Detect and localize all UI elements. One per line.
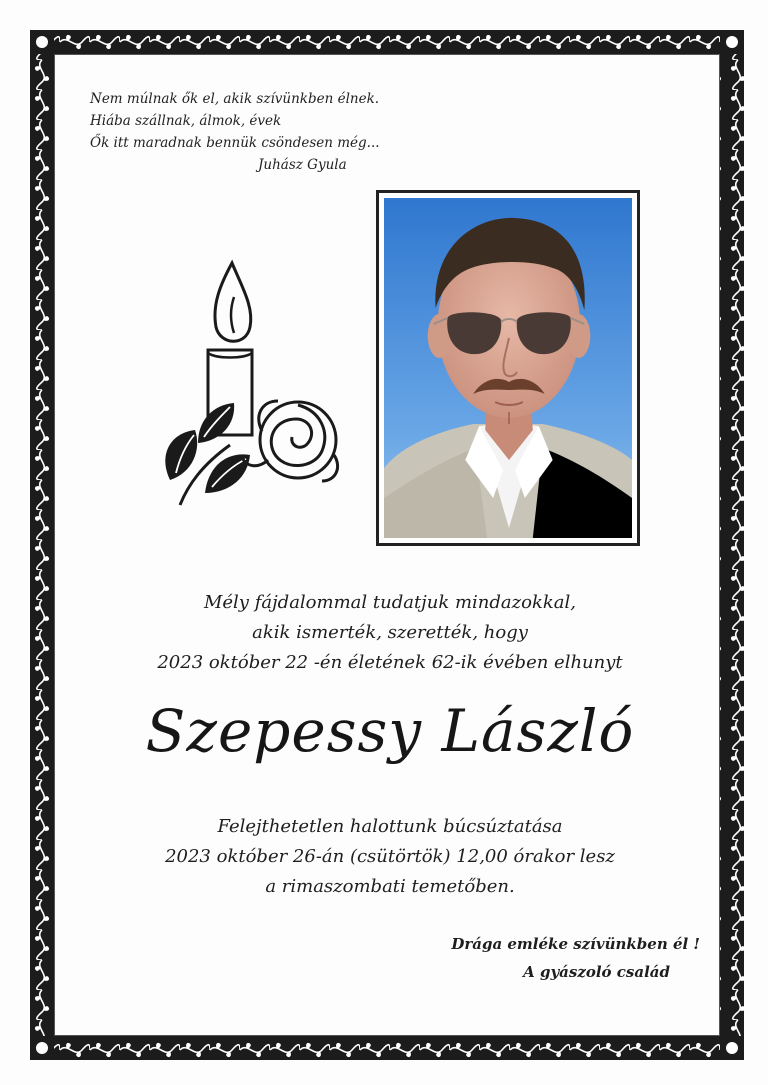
closing-line: Drága emléke szívünkben él !: [451, 935, 700, 953]
announcement-line: 2023 október 22 -én életének 62-ik évében elhunyt: [157, 652, 623, 673]
announcement-line: akik ismerték, szerették, hogy: [252, 622, 528, 643]
funeral-line: a rimaszombati temetőben.: [265, 876, 515, 897]
family-signature: A gyászoló család: [523, 963, 670, 981]
portrait-photo: [384, 198, 632, 538]
poem-quote: [90, 88, 420, 176]
poem-line: Nem múlnak ők el, akik szívünkben élnek.: [90, 91, 380, 107]
closing-remembrance: [380, 930, 700, 986]
deceased-name: Szepessy László: [145, 697, 635, 765]
candle-and-rose-icon: [150, 255, 350, 515]
death-announcement: [60, 588, 720, 678]
funeral-details: [60, 812, 720, 902]
poem-line: Ők itt maradnak bennük csöndesen még...: [90, 135, 380, 151]
poem-author: Juhász Gyula: [258, 157, 347, 173]
funeral-line: Felejthetetlen halottunk búcsúztatása: [217, 816, 563, 837]
funeral-line: 2023 október 26-án (csütörtök) 12,00 órakor lesz: [165, 846, 615, 867]
poem-line: Hiába szállnak, álmok, évek: [90, 113, 282, 129]
announcement-line: Mély fájdalommal tudatjuk mindazokkal,: [203, 592, 577, 613]
portrait-photo-frame: [376, 190, 640, 546]
